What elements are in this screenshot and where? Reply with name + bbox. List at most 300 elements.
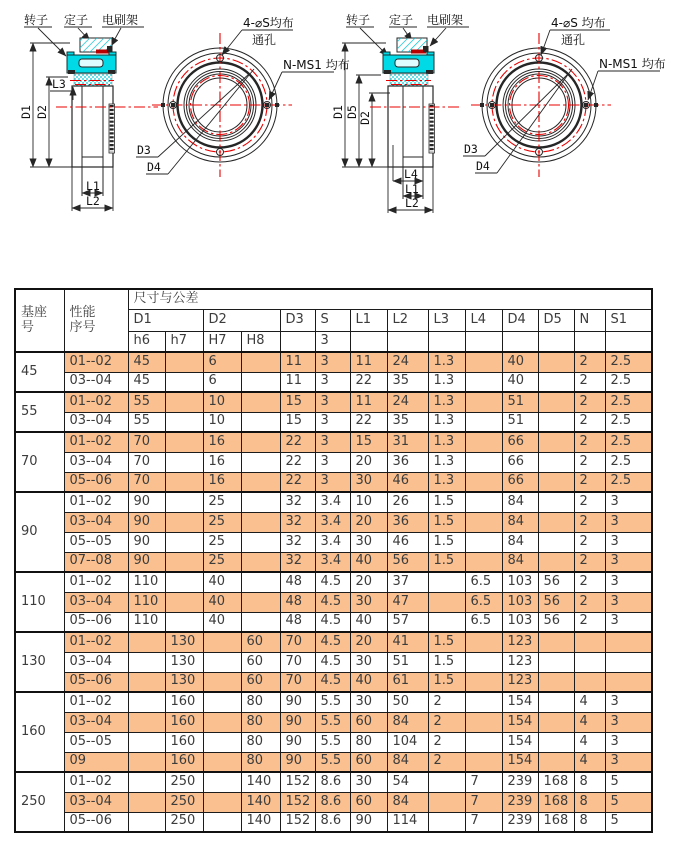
value-cell: 1.5 — [428, 652, 465, 672]
l1-label: L1 — [86, 179, 100, 193]
seq-cell: 01--02 — [64, 572, 128, 592]
value-cell: 3.4 — [315, 512, 350, 532]
value-cell: 130 — [165, 632, 203, 652]
value-cell — [165, 592, 203, 612]
value-cell: 25 — [203, 532, 241, 552]
col-header-s1: S1 — [605, 310, 652, 332]
value-cell: 45 — [128, 372, 165, 392]
value-cell: 2 — [574, 412, 605, 432]
value-cell: 1.3 — [428, 452, 465, 472]
value-cell — [241, 432, 280, 452]
ring-callout — [588, 56, 666, 100]
d3-label: D3 — [464, 142, 478, 156]
col-header-l2: L2 — [387, 310, 428, 332]
value-cell: 56 — [538, 612, 574, 632]
d2-label: D2 — [358, 111, 372, 125]
value-cell: 8 — [574, 772, 605, 792]
value-cell: 84 — [502, 552, 538, 572]
value-cell — [128, 712, 165, 732]
value-cell — [203, 812, 241, 832]
value-cell: 103 — [502, 612, 538, 632]
base-number-header — [15, 289, 64, 352]
value-cell: 154 — [502, 752, 538, 772]
table-row — [15, 752, 652, 772]
value-cell: 6.5 — [465, 572, 502, 592]
value-cell: 4.5 — [315, 592, 350, 612]
value-cell: 15 — [280, 412, 315, 432]
value-cell: 4 — [574, 692, 605, 712]
value-cell: 22 — [280, 472, 315, 492]
value-cell: 15 — [280, 392, 315, 412]
value-cell — [241, 352, 280, 372]
value-cell: 47 — [387, 592, 428, 612]
l2-label: L2 — [405, 196, 419, 210]
value-cell — [165, 452, 203, 472]
seq-cell: 05--05 — [64, 732, 128, 752]
value-cell: 66 — [502, 452, 538, 472]
value-cell: 35 — [387, 412, 428, 432]
value-cell: 60 — [350, 752, 387, 772]
value-cell: 22 — [350, 412, 387, 432]
value-cell: 84 — [502, 512, 538, 532]
value-cell: 32 — [280, 492, 315, 512]
value-cell — [428, 772, 465, 792]
table-row — [15, 572, 652, 592]
value-cell — [465, 392, 502, 412]
value-cell — [165, 512, 203, 532]
value-cell: 20 — [350, 572, 387, 592]
seq-cell: 03--04 — [64, 452, 128, 472]
value-cell: 15 — [350, 432, 387, 452]
size-tolerance-header: 尺寸与公差 — [128, 289, 652, 310]
subheader-blank — [387, 332, 428, 353]
d1-label: D1 — [19, 105, 33, 119]
value-cell: 84 — [502, 532, 538, 552]
value-cell — [165, 612, 203, 632]
value-cell: 25 — [203, 552, 241, 572]
l4-label: L4 — [404, 167, 418, 181]
value-cell: 2 — [428, 752, 465, 772]
table-row — [15, 592, 652, 612]
value-cell — [465, 432, 502, 452]
value-cell: 239 — [502, 772, 538, 792]
value-cell — [128, 772, 165, 792]
value-cell: 239 — [502, 792, 538, 812]
subheader-blank — [465, 332, 502, 353]
value-cell — [465, 552, 502, 572]
value-cell: 30 — [350, 532, 387, 552]
dimension-l1 — [403, 182, 423, 196]
l1-label: L1 — [405, 182, 419, 196]
value-cell — [538, 352, 574, 372]
value-cell — [241, 392, 280, 412]
value-cell: 32 — [280, 512, 315, 532]
value-cell: 168 — [538, 812, 574, 832]
value-cell: 54 — [387, 772, 428, 792]
seq-cell: 05--06 — [64, 612, 128, 632]
value-cell: 8.6 — [315, 772, 350, 792]
value-cell: 2 — [574, 552, 605, 572]
subheader-h7: h7 — [165, 332, 203, 353]
value-cell: 2 — [574, 612, 605, 632]
value-cell — [241, 552, 280, 572]
value-cell: 8.6 — [315, 792, 350, 812]
value-cell: 20 — [350, 452, 387, 472]
value-cell: 3 — [605, 512, 652, 532]
side-view-2 — [331, 12, 469, 213]
value-cell: 2.5 — [605, 372, 652, 392]
value-cell — [538, 372, 574, 392]
value-cell: 11 — [280, 352, 315, 372]
seq-cell: 03--04 — [64, 712, 128, 732]
seq-cell: 03--04 — [64, 412, 128, 432]
value-cell: 1.5 — [428, 492, 465, 512]
value-cell: 1.3 — [428, 392, 465, 412]
value-cell: 8 — [574, 812, 605, 832]
value-cell — [203, 692, 241, 712]
value-cell: 30 — [350, 652, 387, 672]
value-cell: 55 — [128, 392, 165, 412]
value-cell: 16 — [203, 432, 241, 452]
base-number-cell: 90 — [15, 492, 64, 572]
subheader-blank — [605, 332, 652, 353]
value-cell — [465, 472, 502, 492]
col-header-s: S — [315, 310, 350, 332]
ring-label: N-MS1 均布 — [283, 58, 350, 72]
seq-cell: 09 — [64, 752, 128, 772]
value-cell: 35 — [387, 372, 428, 392]
table-row — [15, 352, 652, 372]
value-cell — [428, 612, 465, 632]
value-cell — [465, 712, 502, 732]
l3-label: L3 — [52, 77, 66, 91]
value-cell: 84 — [387, 712, 428, 732]
value-cell: 104 — [387, 732, 428, 752]
table-row — [15, 492, 652, 512]
subheader-h6: h6 — [128, 332, 165, 353]
base-number-cell: 55 — [15, 392, 64, 432]
value-cell: 80 — [241, 752, 280, 772]
value-cell: 250 — [165, 792, 203, 812]
value-cell: 10 — [203, 392, 241, 412]
value-cell — [128, 692, 165, 712]
value-cell: 30 — [350, 472, 387, 492]
subheader-blank — [350, 332, 387, 353]
value-cell: 1.5 — [428, 632, 465, 652]
value-cell: 46 — [387, 532, 428, 552]
value-cell: 2.5 — [605, 412, 652, 432]
value-cell: 1.5 — [428, 532, 465, 552]
col-header-d1: D1 — [128, 310, 203, 332]
value-cell: 70 — [128, 472, 165, 492]
value-cell: 90 — [280, 752, 315, 772]
value-cell — [605, 632, 652, 652]
value-cell — [128, 672, 165, 692]
d4-label: D4 — [147, 160, 161, 174]
value-cell — [165, 392, 203, 412]
value-cell: 123 — [502, 632, 538, 652]
value-cell: 4 — [574, 712, 605, 732]
value-cell: 3 — [315, 452, 350, 472]
col-header-d5: D5 — [538, 310, 574, 332]
value-cell: 57 — [387, 612, 428, 632]
table-row — [15, 392, 652, 412]
value-cell: 3 — [315, 352, 350, 372]
value-cell: 154 — [502, 712, 538, 732]
col-header-l1: L1 — [350, 310, 387, 332]
dimension-l3 — [50, 77, 73, 100]
value-cell: 160 — [165, 712, 203, 732]
subheader-blank — [502, 332, 538, 353]
seq-cell: 01--02 — [64, 772, 128, 792]
subheader-blank — [538, 332, 574, 353]
engineering-drawings — [0, 0, 675, 252]
table-row — [15, 772, 652, 792]
stator-label: 定子 — [389, 13, 414, 27]
value-cell: 20 — [350, 632, 387, 652]
value-cell: 61 — [387, 672, 428, 692]
value-cell: 8.6 — [315, 812, 350, 832]
value-cell — [241, 612, 280, 632]
value-cell — [538, 692, 574, 712]
value-cell — [538, 652, 574, 672]
value-cell: 250 — [165, 772, 203, 792]
value-cell: 3 — [605, 552, 652, 572]
d5-label: D5 — [345, 105, 359, 119]
value-cell: 20 — [350, 512, 387, 532]
table-row — [15, 732, 652, 752]
value-cell — [538, 672, 574, 692]
subheader-H7: H7 — [203, 332, 241, 353]
value-cell: 16 — [203, 472, 241, 492]
value-cell: 70 — [128, 452, 165, 472]
value-cell: 1.3 — [428, 352, 465, 372]
value-cell: 2.5 — [605, 452, 652, 472]
value-cell — [465, 372, 502, 392]
value-cell: 11 — [280, 372, 315, 392]
value-cell: 5.5 — [315, 732, 350, 752]
value-cell: 40 — [203, 572, 241, 592]
col-header-d4: D4 — [502, 310, 538, 332]
value-cell: 10 — [203, 412, 241, 432]
value-cell: 90 — [128, 492, 165, 512]
value-cell: 4 — [574, 752, 605, 772]
value-cell: 84 — [387, 792, 428, 812]
value-cell: 40 — [350, 612, 387, 632]
value-cell — [538, 552, 574, 572]
seq-cell: 03--04 — [64, 792, 128, 812]
value-cell — [538, 412, 574, 432]
value-cell: 4.5 — [315, 672, 350, 692]
value-cell — [428, 812, 465, 832]
value-cell: 3 — [605, 532, 652, 552]
holes-label-line1: 4-⌀S 均布 — [551, 16, 606, 30]
value-cell: 2 — [574, 592, 605, 612]
value-cell: 3 — [605, 732, 652, 752]
value-cell: 3 — [605, 612, 652, 632]
value-cell: 6 — [203, 352, 241, 372]
value-cell: 5 — [605, 772, 652, 792]
value-cell: 24 — [387, 352, 428, 372]
value-cell: 130 — [165, 672, 203, 692]
value-cell: 2.5 — [605, 392, 652, 412]
seq-cell: 03--04 — [64, 372, 128, 392]
value-cell — [465, 532, 502, 552]
value-cell: 56 — [387, 552, 428, 572]
value-cell: 3.4 — [315, 492, 350, 512]
value-cell: 2 — [574, 432, 605, 452]
value-cell: 3.4 — [315, 532, 350, 552]
value-cell: 80 — [350, 732, 387, 752]
value-cell — [241, 412, 280, 432]
value-cell: 51 — [502, 412, 538, 432]
value-cell — [241, 472, 280, 492]
holes-label-line2: 通孔 — [252, 33, 277, 47]
value-cell — [605, 672, 652, 692]
value-cell — [465, 352, 502, 372]
subheader-H8: H8 — [241, 332, 280, 353]
side-view-1 — [19, 12, 158, 211]
value-cell: 70 — [280, 652, 315, 672]
subheader-blank — [280, 332, 315, 353]
value-cell — [465, 652, 502, 672]
table-row — [15, 712, 652, 732]
value-cell: 3.4 — [315, 552, 350, 572]
value-cell: 48 — [280, 612, 315, 632]
value-cell: 140 — [241, 792, 280, 812]
value-cell — [538, 492, 574, 512]
value-cell: 41 — [387, 632, 428, 652]
table-row — [15, 812, 652, 832]
stator-label: 定子 — [64, 13, 89, 27]
table-row — [15, 612, 652, 632]
value-cell — [465, 412, 502, 432]
seq-cell: 03--04 — [64, 512, 128, 532]
value-cell: 46 — [387, 472, 428, 492]
value-cell — [128, 792, 165, 812]
value-cell — [203, 712, 241, 732]
value-cell: 168 — [538, 772, 574, 792]
value-cell: 1.3 — [428, 432, 465, 452]
subheader-s-tol: 3 — [315, 332, 350, 353]
value-cell — [165, 472, 203, 492]
value-cell: 40 — [502, 352, 538, 372]
seq-cell: 05--05 — [64, 532, 128, 552]
base-number-header-text: 基座号 — [21, 304, 48, 335]
value-cell: 160 — [165, 752, 203, 772]
value-cell — [538, 512, 574, 532]
value-cell: 7 — [465, 812, 502, 832]
value-cell: 1.5 — [428, 552, 465, 572]
value-cell: 103 — [502, 572, 538, 592]
col-header-l4: L4 — [465, 310, 502, 332]
value-cell — [465, 732, 502, 752]
value-cell: 51 — [502, 392, 538, 412]
value-cell: 90 — [128, 552, 165, 572]
value-cell — [128, 652, 165, 672]
seq-cell: 05--06 — [64, 472, 128, 492]
rotor-label: 转子 — [24, 13, 49, 27]
seq-cell: 05--06 — [64, 812, 128, 832]
value-cell: 7 — [465, 792, 502, 812]
value-cell: 90 — [128, 512, 165, 532]
value-cell — [574, 652, 605, 672]
value-cell — [465, 512, 502, 532]
d3-label: D3 — [137, 143, 151, 157]
value-cell — [465, 752, 502, 772]
front-view-2 — [463, 15, 666, 177]
brush-holder-label: 电刷架 — [427, 13, 464, 27]
value-cell: 70 — [280, 672, 315, 692]
value-cell — [428, 592, 465, 612]
value-cell: 8 — [574, 792, 605, 812]
value-cell: 6 — [203, 372, 241, 392]
value-cell: 140 — [241, 772, 280, 792]
value-cell: 1.5 — [428, 512, 465, 532]
table-row — [15, 372, 652, 392]
value-cell: 7 — [465, 772, 502, 792]
value-cell: 80 — [241, 712, 280, 732]
value-cell: 2 — [428, 692, 465, 712]
value-cell — [241, 592, 280, 612]
col-header-l3: L3 — [428, 310, 465, 332]
value-cell: 114 — [387, 812, 428, 832]
base-number-cell: 110 — [15, 572, 64, 632]
value-cell: 6.5 — [465, 612, 502, 632]
value-cell — [574, 672, 605, 692]
value-cell: 31 — [387, 432, 428, 452]
seq-cell: 05--06 — [64, 672, 128, 692]
d2-label: D2 — [35, 105, 49, 119]
col-header-d3: D3 — [280, 310, 315, 332]
value-cell — [538, 712, 574, 732]
value-cell: 16 — [203, 452, 241, 472]
value-cell: 6.5 — [465, 592, 502, 612]
table-row — [15, 512, 652, 532]
seq-cell: 01--02 — [64, 352, 128, 372]
value-cell: 55 — [128, 412, 165, 432]
value-cell: 3 — [315, 392, 350, 412]
value-cell: 152 — [280, 772, 315, 792]
seq-cell: 07--08 — [64, 552, 128, 572]
base-number-cell: 130 — [15, 632, 64, 692]
table-row — [15, 552, 652, 572]
value-cell: 2 — [574, 392, 605, 412]
value-cell — [465, 632, 502, 652]
value-cell: 37 — [387, 572, 428, 592]
value-cell: 90 — [280, 712, 315, 732]
value-cell: 90 — [128, 532, 165, 552]
value-cell: 60 — [241, 632, 280, 652]
seq-cell: 01--02 — [64, 692, 128, 712]
table-row — [15, 432, 652, 452]
value-cell — [165, 532, 203, 552]
value-cell: 154 — [502, 692, 538, 712]
value-cell: 1.3 — [428, 472, 465, 492]
value-cell: 80 — [241, 692, 280, 712]
value-cell: 36 — [387, 512, 428, 532]
value-cell: 239 — [502, 812, 538, 832]
rotor-label: 转子 — [346, 13, 371, 27]
value-cell — [203, 672, 241, 692]
value-cell: 5.5 — [315, 692, 350, 712]
table-row — [15, 472, 652, 492]
value-cell — [465, 492, 502, 512]
value-cell: 48 — [280, 592, 315, 612]
value-cell: 25 — [203, 512, 241, 532]
value-cell — [241, 452, 280, 472]
value-cell — [538, 452, 574, 472]
